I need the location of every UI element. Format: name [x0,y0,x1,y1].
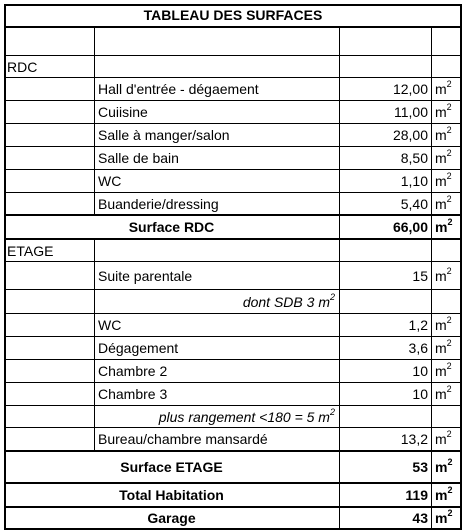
table-row [4,170,462,193]
table-row [4,428,462,452]
room-name: Suite parentale [95,262,340,289]
room-area: 12,00 [340,78,432,100]
total-label: Surface RDC [4,216,340,238]
unit: m $^2$ [435,361,452,379]
garage-value: 43 [340,508,432,528]
room-name: WC [95,314,340,336]
unit: m $^2$ [435,125,452,143]
section-label: RDC [4,56,95,77]
room-area: 10 [340,360,432,382]
unit: m $^2$ [435,508,453,526]
room-area: 15 [340,262,432,289]
room-area: 1,2 [340,314,432,336]
room-name: Cuiisine [95,101,340,123]
unit: m $^2$ [435,193,452,212]
table-row [4,383,462,406]
room-area: 11,00 [340,101,432,123]
table-row [4,124,462,147]
table-row [4,78,462,101]
table-row [4,314,462,337]
unit: m $^2$ [435,315,452,333]
room-name: Salle de bain [95,147,340,169]
table-row [4,262,462,290]
unit: m $^2$ [435,265,452,284]
total-row-etage [4,452,462,484]
total-value: 66,00 [340,216,432,238]
table-row [4,360,462,383]
total-habitation-label: Total Habitation [4,484,340,506]
table-row [4,193,462,216]
total-habitation-value: 119 [340,484,432,506]
room-area: 10 [340,383,432,405]
total-habitation-row [4,484,462,508]
section-header-rdc [4,56,462,78]
unit: m $^2$ [435,485,453,503]
room-name: Chambre 2 [95,360,340,382]
unit: m $^2$ [435,429,452,447]
unit: m $^2$ [435,217,453,235]
total-row-rdc [4,216,462,240]
room-name: Bureau/chambre mansardé [95,428,340,450]
garage-label: Garage [4,508,340,528]
room-area: 1,10 [340,170,432,192]
table-row [4,147,462,170]
room-name: Hall d'entrée - dégaement [95,78,340,100]
table-row [4,101,462,124]
unit: m $^2$ [435,148,452,166]
room-name: WC [95,170,340,192]
room-name: Buanderie/dressing [95,193,340,214]
note-row [4,290,462,314]
suite-note: dont SDB 3 m $^2$ [95,290,340,313]
unit: m $^2$ [435,338,452,356]
section-header-etage [4,240,462,262]
room-area: 5,40 [340,193,432,214]
unit: m $^2$ [435,457,453,475]
room-area: 8,50 [340,147,432,169]
table-title-row [4,4,462,28]
table-title: TABLEAU DES SURFACES [143,7,323,23]
garage-row [4,508,462,530]
room-name: Salle à manger/salon [95,124,340,146]
unit: m $^2$ [435,384,452,402]
table-row [4,337,462,360]
room-area: 3,6 [340,337,432,359]
section-label: ETAGE [4,240,95,261]
unit: m $^2$ [435,102,452,120]
table-border-left [4,4,6,528]
table-border-right [460,4,462,528]
room-area: 13,2 [340,428,432,450]
rangement-note: plus rangement <180 = 5 m $^2$ [95,406,340,427]
empty-row [4,28,462,56]
total-label: Surface ETAGE [4,452,340,482]
room-name: Chambre 3 [95,383,340,405]
room-area: 28,00 [340,124,432,146]
table-border-top [4,4,462,6]
total-value: 53 [340,452,432,482]
unit: m $^2$ [435,79,452,97]
note-row [4,406,462,428]
room-name: Dégagement [95,337,340,359]
unit: m $^2$ [435,171,452,189]
